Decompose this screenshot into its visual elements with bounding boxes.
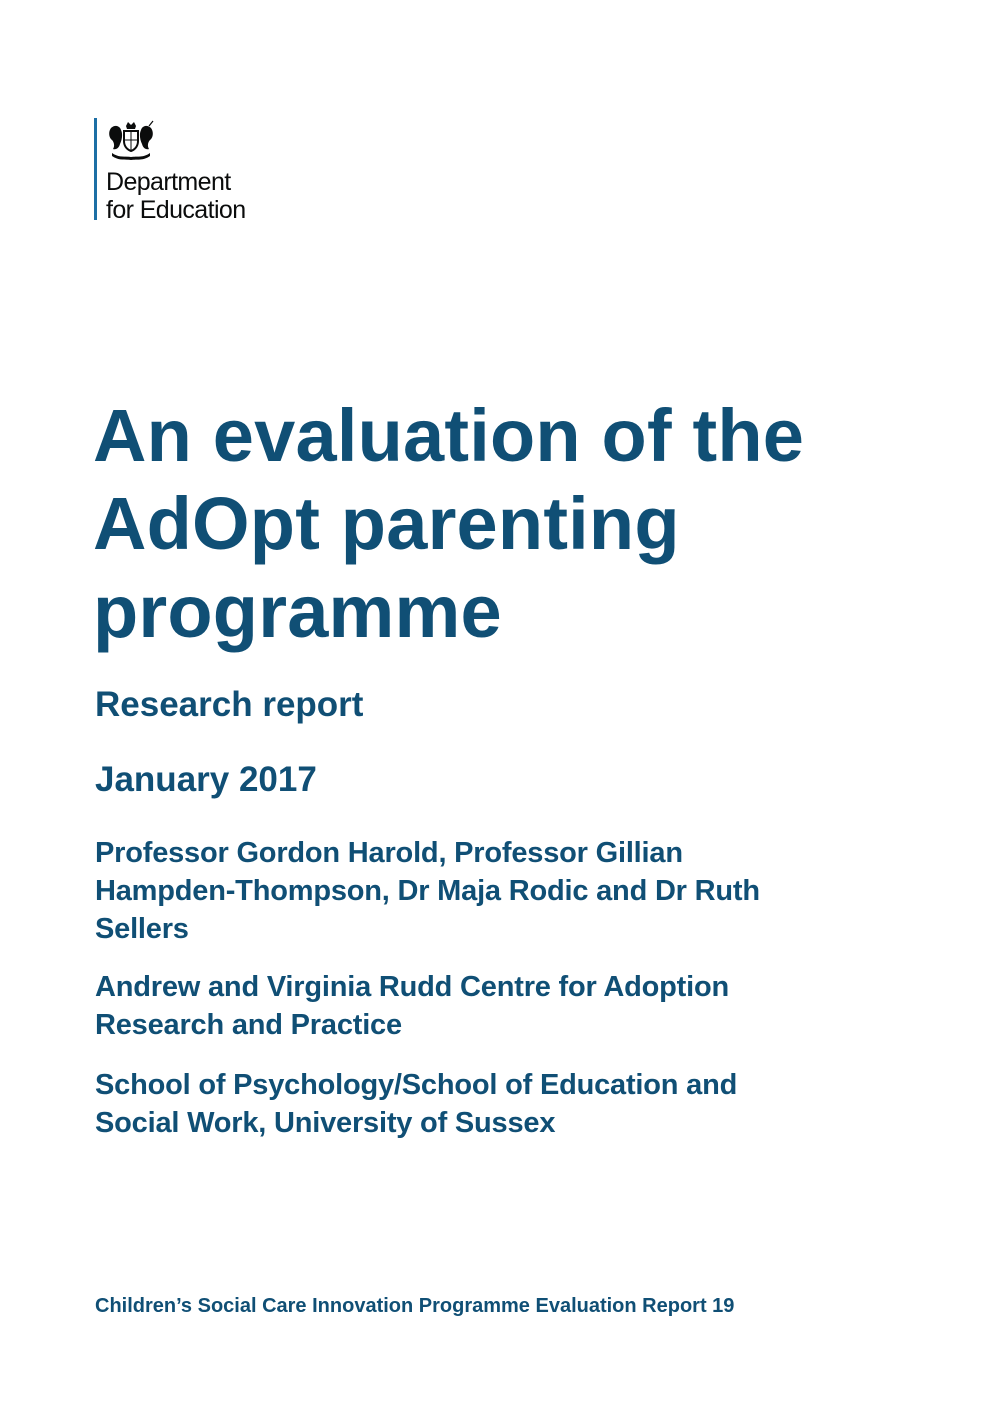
- logo-line-2: for Education: [106, 196, 246, 224]
- royal-crest-icon: [107, 120, 155, 162]
- authors: [95, 834, 895, 948]
- centre-line-2: Research and Practice: [95, 1009, 402, 1041]
- school-line-2: Social Work, University of Sussex: [95, 1107, 556, 1139]
- logo-line-1: Department: [106, 168, 231, 196]
- centre-line-1: Andrew and Virginia Rudd Centre for Adoption: [95, 971, 730, 1003]
- report-series: Children’s Social Care Innovation Programme Evaluation Report 19: [95, 1295, 735, 1317]
- school-line-1: School of Psychology/School of Education and: [95, 1069, 738, 1101]
- authors-line-1: Professor Gordon Harold, Professor Gillian: [95, 837, 683, 869]
- department-logo: [94, 118, 246, 224]
- logo-text: [106, 168, 246, 224]
- school-affiliation: [95, 1066, 895, 1142]
- report-type: Research report: [95, 685, 364, 724]
- authors-line-3: Sellers: [95, 913, 189, 945]
- research-centre: [95, 968, 895, 1044]
- title-line-3: programme: [93, 570, 502, 653]
- report-title: [93, 392, 913, 656]
- authors-line-2: Hampden-Thompson, Dr Maja Rodic and Dr Ruth: [95, 875, 760, 907]
- title-line-1: An evaluation of the: [93, 394, 805, 477]
- title-line-2: AdOpt parenting: [93, 482, 680, 565]
- publication-date: January 2017: [95, 760, 317, 799]
